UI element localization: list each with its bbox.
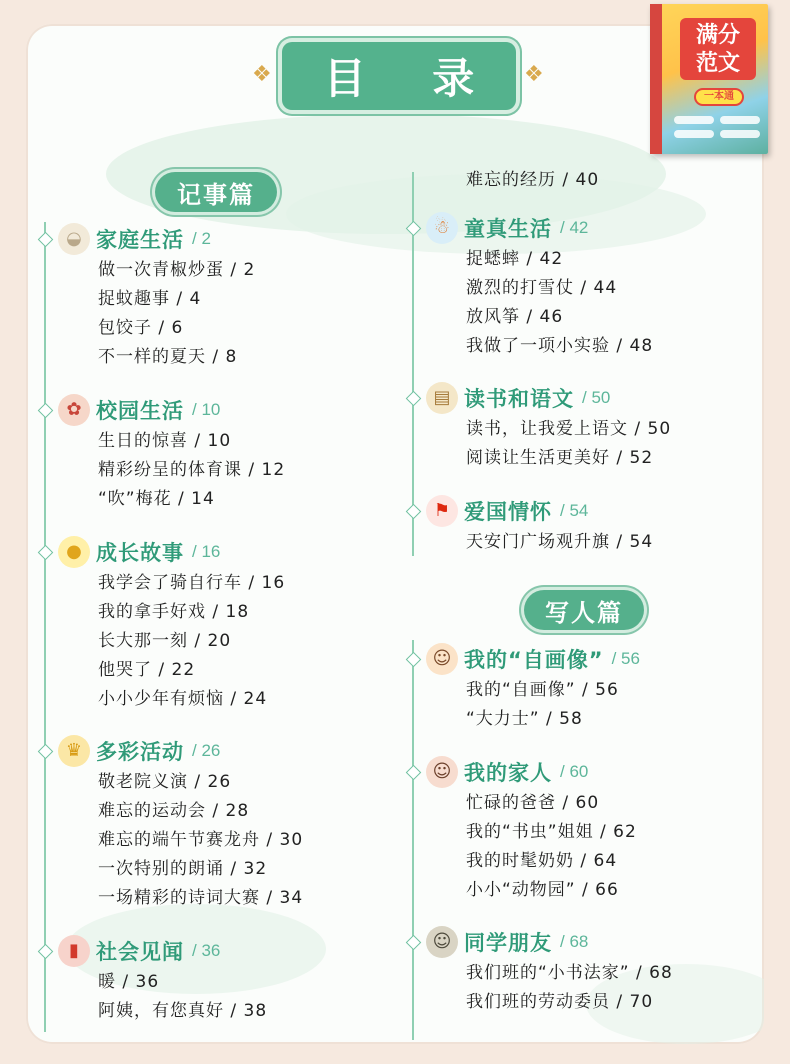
toc-group — [426, 642, 640, 734]
group-heading[interactable]: ▮ 社会见闻 / 36 — [58, 934, 267, 968]
toc-group-continued — [426, 166, 599, 195]
book-title: 满分 范文 — [680, 18, 756, 80]
timeline-right-bottom — [412, 640, 414, 1040]
toc-item[interactable]: 小小少年有烦恼 / 24 — [98, 689, 268, 709]
toc-item[interactable]: 读书，让我爱上语文 / 50 — [466, 419, 672, 439]
group-heading[interactable]: ⚑ 爱国情怀 / 54 — [426, 494, 653, 528]
toc-item[interactable]: 生日的惊喜 / 10 — [98, 431, 232, 451]
group-heading[interactable]: ☃ 童真生活 / 42 — [426, 211, 653, 245]
group-heading[interactable]: ♛ 多彩活动 / 26 — [58, 734, 303, 768]
group-heading[interactable]: ☺ 我的家人 / 60 — [426, 755, 637, 789]
flower-ball-icon: ✿ — [58, 394, 90, 426]
dumpling-icon: ◒ — [58, 223, 90, 255]
toc-group — [426, 381, 671, 473]
chick-icon: ● — [58, 536, 90, 568]
mother-portrait-icon: ☺ — [426, 756, 458, 788]
toc-item[interactable]: 忙碌的爸爸 / 60 — [466, 793, 600, 813]
toc-group — [58, 934, 267, 1026]
snowman-icon: ☃ — [426, 212, 458, 244]
leaf-ornament-icon: ❖ — [524, 62, 544, 87]
toc-item[interactable]: “吹”梅花 / 14 — [98, 489, 215, 509]
toc-item[interactable]: 我的“自画像” / 56 — [466, 680, 619, 700]
toc-item[interactable]: 敬老院义演 / 26 — [98, 772, 232, 792]
page-title: ❖ 目 录 ❖ — [282, 42, 516, 110]
extinguisher-icon: ▮ — [58, 935, 90, 967]
toc-item[interactable]: 我的“书虫”姐姐 / 62 — [466, 822, 637, 842]
group-heading[interactable]: ☺ 我的“自画像” / 56 — [426, 642, 640, 676]
book-badge: 一本通 — [694, 88, 744, 106]
toc-item[interactable]: 我们班的劳动委员 / 70 — [466, 992, 654, 1012]
group-heading[interactable]: ◒ 家庭生活 / 2 — [58, 222, 255, 256]
toc-item[interactable]: 我们班的“小书法家” / 68 — [466, 963, 673, 983]
toc-item[interactable]: 小小“动物园” / 66 — [466, 880, 619, 900]
toc-item[interactable]: 阿姨，有您真好 / 38 — [98, 1001, 268, 1021]
book-cover-image — [650, 4, 768, 154]
timeline-left — [44, 222, 46, 1032]
toc-item[interactable]: 放风筝 / 46 — [466, 307, 564, 327]
group-heading[interactable]: ▤ 读书和语文 / 50 — [426, 381, 671, 415]
toc-group — [426, 211, 653, 361]
friend-portrait-icon: ☺ — [426, 926, 458, 958]
toc-item[interactable]: 我做了一项小实验 / 48 — [466, 336, 654, 356]
book-icon: ▤ — [426, 382, 458, 414]
toc-item[interactable]: 我的时髦奶奶 / 64 — [466, 851, 618, 871]
toc-item[interactable]: 捉蟋蟀 / 42 — [466, 249, 564, 269]
toc-group — [58, 734, 303, 913]
toc-item[interactable]: 长大那一刻 / 20 — [98, 631, 232, 651]
group-heading[interactable]: ● 成长故事 / 16 — [58, 535, 285, 569]
toc-item[interactable]: 我的拿手好戏 / 18 — [98, 602, 250, 622]
toc-group — [58, 393, 285, 514]
toc-group — [426, 755, 637, 905]
toc-item[interactable]: 他哭了 / 22 — [98, 660, 196, 680]
toc-item[interactable]: 一次特别的朗诵 / 32 — [98, 859, 268, 879]
toc-item[interactable]: “大力士” / 58 — [466, 709, 583, 729]
group-heading[interactable]: ✿ 校园生活 / 10 — [58, 393, 285, 427]
toc-group — [58, 535, 285, 714]
toc-item[interactable]: 阅读让生活更美好 / 52 — [466, 448, 654, 468]
toc-group — [426, 494, 653, 557]
section-header-events: 记事篇 — [155, 172, 277, 212]
trophy-icon: ♛ — [58, 735, 90, 767]
leaf-ornament-icon: ❖ — [252, 62, 272, 87]
toc-item[interactable]: 捉蚊趣事 / 4 — [98, 289, 202, 309]
toc-item[interactable]: 一场精彩的诗词大赛 / 34 — [98, 888, 304, 908]
toc-item[interactable]: 难忘的运动会 / 28 — [98, 801, 250, 821]
toc-group — [58, 222, 255, 372]
toc-group — [426, 925, 673, 1017]
flag-icon: ⚑ — [426, 495, 458, 527]
girl-portrait-icon: ☺ — [426, 643, 458, 675]
toc-item[interactable]: 不一样的夏天 / 8 — [98, 347, 238, 367]
toc-item[interactable]: 天安门广场观升旗 / 54 — [466, 532, 654, 552]
toc-item[interactable]: 暖 / 36 — [98, 972, 160, 992]
group-heading[interactable]: ☺ 同学朋友 / 68 — [426, 925, 673, 959]
toc-item[interactable]: 我学会了骑自行车 / 16 — [98, 573, 286, 593]
toc-item[interactable]: 做一次青椒炒蛋 / 2 — [98, 260, 256, 280]
toc-item[interactable]: 激烈的打雪仗 / 44 — [466, 278, 618, 298]
toc-item[interactable]: 难忘的端午节赛龙舟 / 30 — [98, 830, 304, 850]
section-header-people: 写人篇 — [524, 590, 644, 630]
toc-item[interactable]: 难忘的经历 / 40 — [466, 170, 600, 190]
toc-item[interactable]: 精彩纷呈的体育课 / 12 — [98, 460, 286, 480]
toc-item[interactable]: 包饺子 / 6 — [98, 318, 184, 338]
